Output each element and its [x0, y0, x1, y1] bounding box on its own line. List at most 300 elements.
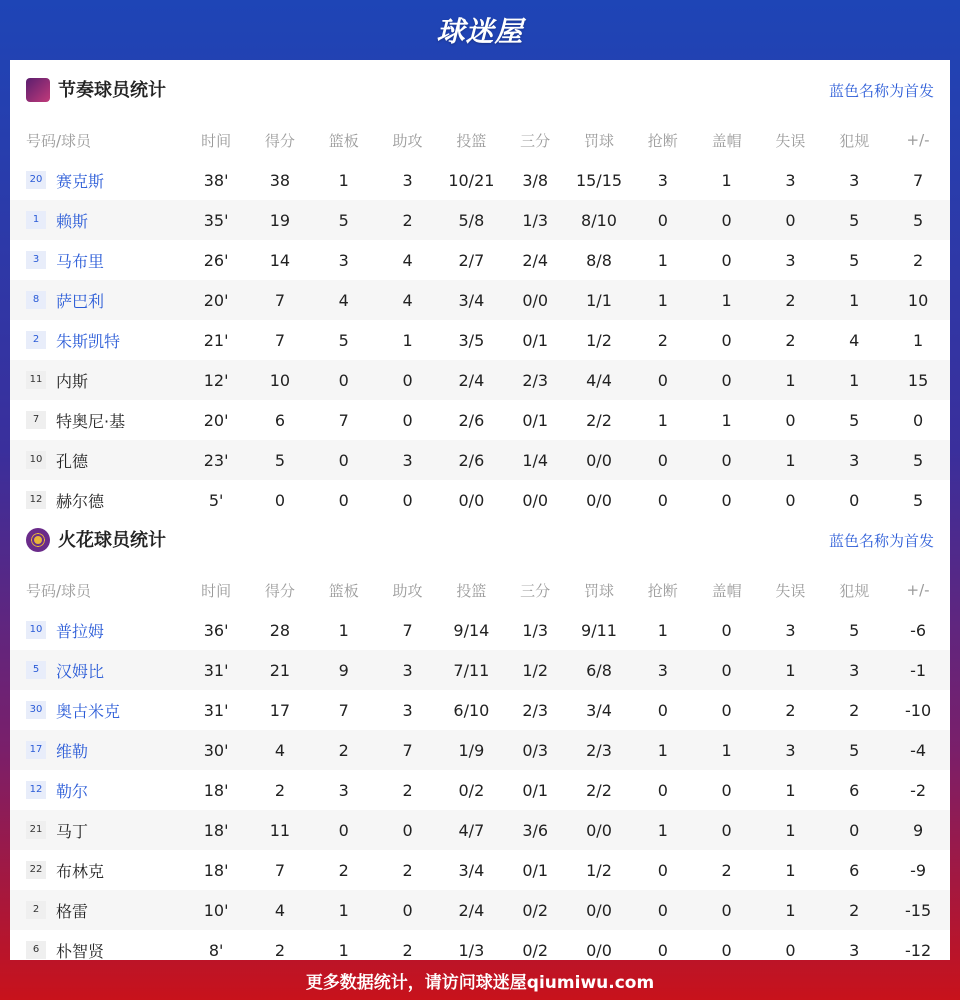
stat-cell: 2 [785, 330, 796, 350]
stat-cell: 1 [312, 890, 376, 930]
jersey-number-badge: 6 [26, 941, 46, 959]
stat-cell: 4 [376, 280, 440, 320]
player-name: 孔德 [56, 451, 89, 471]
stat-cell: 28 [269, 620, 291, 640]
stat-cell: 4/7 [439, 810, 503, 850]
player-name: 赫尔德 [56, 491, 105, 511]
stat-cell: 18' [203, 860, 229, 880]
stat-cell: 26' [203, 250, 229, 270]
player-name: 朴智贤 [56, 941, 105, 961]
stat-cell: 7 [912, 170, 924, 190]
stat-cell: 0/0 [503, 280, 567, 320]
stat-cell: 0 [695, 360, 759, 400]
stat-cell: 1 [822, 360, 886, 400]
column-header: 盖帽 [711, 131, 742, 150]
stat-cell: 4 [849, 330, 860, 350]
player-name[interactable]: 朱斯凯特 [56, 331, 121, 351]
stat-cell: 18' [203, 780, 229, 800]
column-header: 得分 [264, 131, 295, 150]
stat-cell: 0 [721, 780, 732, 800]
stat-cell: 1/3 [522, 620, 549, 640]
stat-cell: 1/2 [586, 860, 612, 880]
jersey-number-badge: 8 [26, 291, 46, 309]
stat-cell: -1 [886, 650, 950, 690]
jersey-number-badge: 10 [26, 451, 46, 469]
player-cell [10, 160, 184, 200]
stat-cell: 1 [785, 860, 796, 880]
stat-cell: -4 [886, 730, 950, 770]
player-name[interactable]: 马布里 [56, 251, 105, 271]
stat-cell: 0 [274, 490, 286, 510]
stat-cell: 0/0 [586, 940, 612, 960]
column-header: 罚球 [583, 581, 614, 600]
stat-cell: 1/3 [503, 200, 567, 240]
stat-cell: 0 [631, 200, 695, 240]
stat-cell: 1 [338, 170, 349, 190]
stat-cell: 5 [849, 620, 860, 640]
jersey-number-badge: 12 [26, 491, 46, 509]
stat-cell: -9 [910, 860, 927, 880]
column-header: 助攻 [392, 581, 423, 600]
stat-cell: 19 [248, 200, 312, 240]
stat-cell: 3/4 [586, 700, 612, 720]
player-name: 马丁 [56, 821, 89, 841]
player-stats-table [10, 570, 950, 970]
player-cell [10, 650, 184, 690]
stat-cell: 0 [376, 360, 440, 400]
stat-cell: 0 [721, 330, 732, 350]
stat-cell: -15 [886, 890, 950, 930]
stat-cell: 1 [338, 940, 349, 960]
column-header: +/- [906, 131, 930, 149]
stat-cell: 38 [269, 170, 291, 190]
table-row [10, 730, 950, 770]
section-title: 节奏球员统计 [58, 80, 166, 101]
stat-cell: 35' [184, 200, 248, 240]
stat-cell: 2 [338, 860, 349, 880]
stat-cell: 2 [849, 700, 860, 720]
stat-cell: 0 [695, 650, 759, 690]
stat-cell: 2/2 [586, 780, 612, 800]
column-header: +/- [906, 581, 930, 599]
stat-cell: 2 [312, 730, 376, 770]
stat-cell: 4/4 [567, 360, 631, 400]
stat-cell: 14 [269, 250, 291, 270]
stat-cell: 1 [721, 170, 732, 190]
stat-cell: 0/0 [567, 440, 631, 480]
stat-cell: 1/3 [458, 940, 485, 960]
player-name[interactable]: 汉姆比 [56, 661, 105, 681]
stat-cell: 0/2 [503, 890, 567, 930]
stat-cell: 3 [376, 440, 440, 480]
table-row [10, 440, 950, 480]
table-row [10, 610, 950, 650]
stat-cell: 8/10 [567, 200, 631, 240]
column-header: 篮板 [328, 131, 359, 150]
player-cell [10, 240, 184, 280]
stat-cell: 1 [338, 620, 349, 640]
stat-cell: 9/14 [453, 620, 490, 640]
column-header: 失误 [775, 131, 806, 150]
stat-cell: 4 [312, 280, 376, 320]
stat-cell: -2 [910, 780, 927, 800]
table-row [10, 360, 950, 400]
stat-cell: 0 [785, 490, 796, 510]
jersey-number-badge: 11 [26, 371, 46, 389]
stat-cell: 10 [248, 360, 312, 400]
stat-cell: 2 [657, 330, 668, 350]
column-header: 犯规 [839, 581, 870, 600]
jersey-number-badge: 3 [26, 251, 46, 269]
table-row [10, 160, 950, 200]
stat-cell: 5 [849, 410, 860, 430]
stat-cell: 2 [759, 280, 823, 320]
stat-cell: 5 [822, 200, 886, 240]
stat-cell: 1 [631, 730, 695, 770]
stat-cell: 10/21 [448, 170, 495, 190]
stat-cell: 4 [248, 730, 312, 770]
jersey-number-badge: 30 [26, 701, 46, 719]
stat-cell: 5 [248, 440, 312, 480]
stat-cell: 3 [822, 440, 886, 480]
stat-cell: 0/0 [522, 490, 549, 510]
stat-cell: 0/3 [503, 730, 567, 770]
stat-cell: 1 [721, 410, 732, 430]
stat-cell: 1/2 [503, 650, 567, 690]
stat-cell: 5 [886, 440, 950, 480]
table-header-row [10, 570, 950, 610]
table-row [10, 240, 950, 280]
stat-cell: 3 [822, 650, 886, 690]
player-cell [10, 890, 184, 930]
stat-cell: 1 [657, 250, 668, 270]
stat-cell: 12' [184, 360, 248, 400]
stat-cell: 1 [759, 810, 823, 850]
stat-cell: 7 [402, 620, 413, 640]
stat-cell: 1/9 [439, 730, 503, 770]
player-cell [10, 690, 184, 730]
table-row [10, 320, 950, 360]
stat-cell: 1 [695, 280, 759, 320]
stat-cell: 7 [338, 410, 349, 430]
stat-cell: 0 [912, 410, 924, 430]
stat-cell: -10 [905, 700, 932, 720]
stat-cell: 5 [312, 200, 376, 240]
stat-cell: 1/2 [586, 330, 612, 350]
jersey-number-badge: 5 [26, 661, 46, 679]
player-cell [10, 850, 184, 890]
stat-cell: 0 [402, 410, 413, 430]
stat-cell: 3 [849, 940, 860, 960]
stat-cell: 3/4 [439, 280, 503, 320]
table-row [10, 650, 950, 690]
stat-cell: 3/8 [522, 170, 549, 190]
stat-cell: 3/4 [458, 860, 485, 880]
player-name[interactable]: 勒尔 [56, 781, 89, 801]
stat-cell: 0 [631, 440, 695, 480]
stat-cell: 0 [721, 700, 732, 720]
stat-cell: 3 [785, 250, 796, 270]
player-name[interactable]: 赖斯 [56, 211, 89, 231]
player-cell [10, 200, 184, 240]
rhythm-team-logo-icon [26, 78, 50, 102]
stat-cell: 8' [208, 940, 224, 960]
stat-cell: 3 [785, 170, 796, 190]
stat-cell: 1 [759, 440, 823, 480]
stat-cell: 3/5 [458, 330, 485, 350]
stat-cell: 21' [203, 330, 229, 350]
stat-cell: 36' [203, 620, 229, 640]
jersey-number-badge: 17 [26, 741, 46, 759]
stat-cell: 2/7 [458, 250, 485, 270]
stat-cell: 6/10 [453, 700, 490, 720]
jersey-number-badge: 2 [26, 331, 46, 349]
player-name[interactable]: 赛克斯 [56, 171, 105, 191]
stat-cell: 1 [657, 620, 668, 640]
stat-cell: 0 [376, 810, 440, 850]
section-header [10, 60, 950, 120]
stat-cell: 2/3 [522, 700, 549, 720]
stat-cell: 15 [886, 360, 950, 400]
stat-cell: 6 [849, 860, 860, 880]
column-header: 投篮 [456, 131, 487, 150]
table-row [10, 770, 950, 810]
jersey-number-badge: 21 [26, 821, 46, 839]
stat-cell: 2 [274, 780, 286, 800]
stat-cell: 1 [631, 280, 695, 320]
player-cell [10, 320, 184, 360]
stat-cell: 9/11 [581, 620, 617, 640]
stat-cell: 18' [184, 810, 248, 850]
stat-cell: 20' [203, 410, 229, 430]
stat-cell: 0 [695, 200, 759, 240]
stat-cell: 2/6 [458, 410, 485, 430]
stat-cell: 5 [886, 200, 950, 240]
stat-cell: 4 [248, 890, 312, 930]
player-cell [10, 400, 184, 440]
stat-cell: 0/1 [522, 780, 549, 800]
column-header: 三分 [520, 131, 551, 150]
stat-cell: 7/11 [439, 650, 503, 690]
stat-cell: 10' [184, 890, 248, 930]
table-row [10, 810, 950, 850]
stat-cell: 2 [721, 860, 732, 880]
stat-cell: 6 [849, 780, 860, 800]
column-header: 抢断 [647, 131, 678, 150]
stat-cell: 0/0 [567, 810, 631, 850]
stat-cell: 0 [721, 620, 732, 640]
player-name: 内斯 [56, 371, 89, 391]
stat-cell: 0 [721, 940, 732, 960]
stat-cell: 1 [759, 650, 823, 690]
stat-cell: 0 [657, 490, 668, 510]
jersey-number-badge: 12 [26, 781, 46, 799]
column-header: 罚球 [583, 131, 614, 150]
team-section-rhythm [10, 60, 950, 520]
footer-link-text[interactable]: 更多数据统计，请访问球迷屋qiumiwu.com [305, 972, 655, 993]
player-cell [10, 810, 184, 850]
stat-cell: 10 [886, 280, 950, 320]
stat-cell: 2 [402, 940, 413, 960]
stat-cell: 1 [631, 810, 695, 850]
stat-cell: 17 [269, 700, 291, 720]
stat-cell: 30' [184, 730, 248, 770]
stat-cell: 3/6 [503, 810, 567, 850]
stat-cell: 5 [822, 730, 886, 770]
stat-cell: 2 [785, 700, 796, 720]
table-header-row [10, 120, 950, 160]
table-row [10, 850, 950, 890]
stat-cell: 31' [184, 650, 248, 690]
table-row [10, 400, 950, 440]
stat-cell: 0/2 [458, 780, 485, 800]
stat-cell: 3 [785, 620, 796, 640]
stat-cell: 0/0 [458, 490, 485, 510]
stat-cell: 0 [721, 490, 732, 510]
player-cell [10, 440, 184, 480]
stat-cell: 1 [759, 890, 823, 930]
stat-cell: 3 [376, 650, 440, 690]
stat-cell: 0 [312, 440, 376, 480]
stat-cell: 38' [203, 170, 229, 190]
stat-cell: 0 [631, 890, 695, 930]
qiumiwu-logo[interactable]: 球迷屋 [436, 15, 524, 48]
stat-cell: 7 [376, 730, 440, 770]
stat-cell: 6 [274, 410, 286, 430]
table-row [10, 890, 950, 930]
stat-cell: 0/1 [522, 330, 549, 350]
stat-cell: 2 [376, 200, 440, 240]
stat-cell: 15/15 [575, 170, 623, 190]
stat-cell: 2/4 [439, 890, 503, 930]
stat-cell: 1 [402, 330, 413, 350]
stat-cell: 8/8 [586, 250, 612, 270]
player-name: 布林克 [56, 861, 105, 881]
stat-cell: 0/0 [586, 490, 612, 510]
player-cell [10, 610, 184, 650]
stat-cell: 7 [274, 330, 286, 350]
stat-cell: 3 [402, 170, 413, 190]
column-header: 时间 [201, 131, 232, 150]
stat-cell: 3 [849, 170, 860, 190]
stat-cell: 11 [248, 810, 312, 850]
stat-cell: 3 [631, 650, 695, 690]
sparks-team-logo-icon [26, 528, 50, 552]
jersey-number-badge: 20 [26, 171, 46, 189]
jersey-number-badge: 10 [26, 621, 46, 639]
table-row [10, 280, 950, 320]
stat-cell: 9 [886, 810, 950, 850]
column-header: 三分 [520, 581, 551, 600]
player-cell [10, 280, 184, 320]
column-header: 犯规 [839, 131, 870, 150]
stat-cell: 7 [248, 280, 312, 320]
column-header: 盖帽 [711, 581, 742, 600]
stat-cell: 0/0 [567, 890, 631, 930]
stat-cell: 0/1 [522, 410, 549, 430]
stat-cell: 4 [402, 250, 413, 270]
player-name: 特奥尼·基 [56, 411, 126, 431]
stat-cell: 0 [822, 810, 886, 850]
column-header: 投篮 [456, 581, 487, 600]
section-header [10, 510, 950, 570]
column-header: 助攻 [392, 131, 423, 150]
stat-cell: 3 [338, 780, 349, 800]
stat-cell: 0 [695, 440, 759, 480]
stat-cell: -12 [905, 940, 932, 960]
stat-cell: 0 [402, 490, 413, 510]
player-name[interactable]: 维勒 [56, 741, 89, 761]
stat-cell: 20' [184, 280, 248, 320]
jersey-number-badge: 1 [26, 211, 46, 229]
jersey-number-badge: 22 [26, 861, 46, 879]
stat-cell: 2 [402, 780, 413, 800]
stat-cell: 21 [248, 650, 312, 690]
stat-cell: 0 [657, 780, 668, 800]
stat-cell: 0 [785, 940, 796, 960]
stat-cell: 0 [657, 860, 668, 880]
stat-cell: 3 [759, 730, 823, 770]
player-stats-table [10, 120, 950, 520]
stat-cell: 0 [721, 250, 732, 270]
stat-cell: 1/1 [567, 280, 631, 320]
player-name[interactable]: 萨巴利 [56, 291, 105, 311]
stat-cell: 1 [695, 730, 759, 770]
starter-legend-note: 蓝色名称为首发 [828, 82, 934, 100]
player-name: 格雷 [56, 901, 89, 921]
column-header: 得分 [264, 581, 295, 600]
stat-cell: 31' [203, 700, 229, 720]
column-header: 失误 [775, 581, 806, 600]
stat-cell: 3 [338, 250, 349, 270]
stat-cell: 2 [402, 860, 413, 880]
stat-cell: 2/3 [567, 730, 631, 770]
stat-cell: 5 [912, 490, 924, 510]
footer-banner [0, 960, 960, 1000]
column-header: 抢断 [647, 581, 678, 600]
stat-cell: -6 [910, 620, 927, 640]
stat-cell: 5 [338, 330, 349, 350]
player-cell [10, 770, 184, 810]
team-section-sparks [10, 510, 950, 970]
stat-cell: 6/8 [567, 650, 631, 690]
stat-cell: 7 [338, 700, 349, 720]
table-row [10, 200, 950, 240]
stat-cell: 0 [312, 360, 376, 400]
stat-cell: 0/2 [522, 940, 549, 960]
stat-cell: 3 [657, 170, 668, 190]
stat-cell: 2/2 [586, 410, 612, 430]
stat-cell: 2 [274, 940, 286, 960]
starter-legend-note: 蓝色名称为首发 [828, 532, 934, 550]
column-header-player: 号码/球员 [26, 131, 92, 150]
stat-cell: 0 [695, 810, 759, 850]
stat-cell: 0 [657, 700, 668, 720]
stat-cell: 0 [849, 490, 860, 510]
stat-cell: 5' [208, 490, 224, 510]
player-name[interactable]: 奥古米克 [56, 701, 121, 721]
column-header: 篮板 [328, 581, 359, 600]
stat-cell: 0 [657, 940, 668, 960]
stat-cell: 2/4 [439, 360, 503, 400]
stat-cell: 0 [312, 810, 376, 850]
stat-cell: 0 [338, 490, 349, 510]
player-cell [10, 730, 184, 770]
app-header [0, 0, 960, 60]
player-name[interactable]: 普拉姆 [56, 621, 105, 641]
stat-cell: 2 [822, 890, 886, 930]
player-cell [10, 360, 184, 400]
